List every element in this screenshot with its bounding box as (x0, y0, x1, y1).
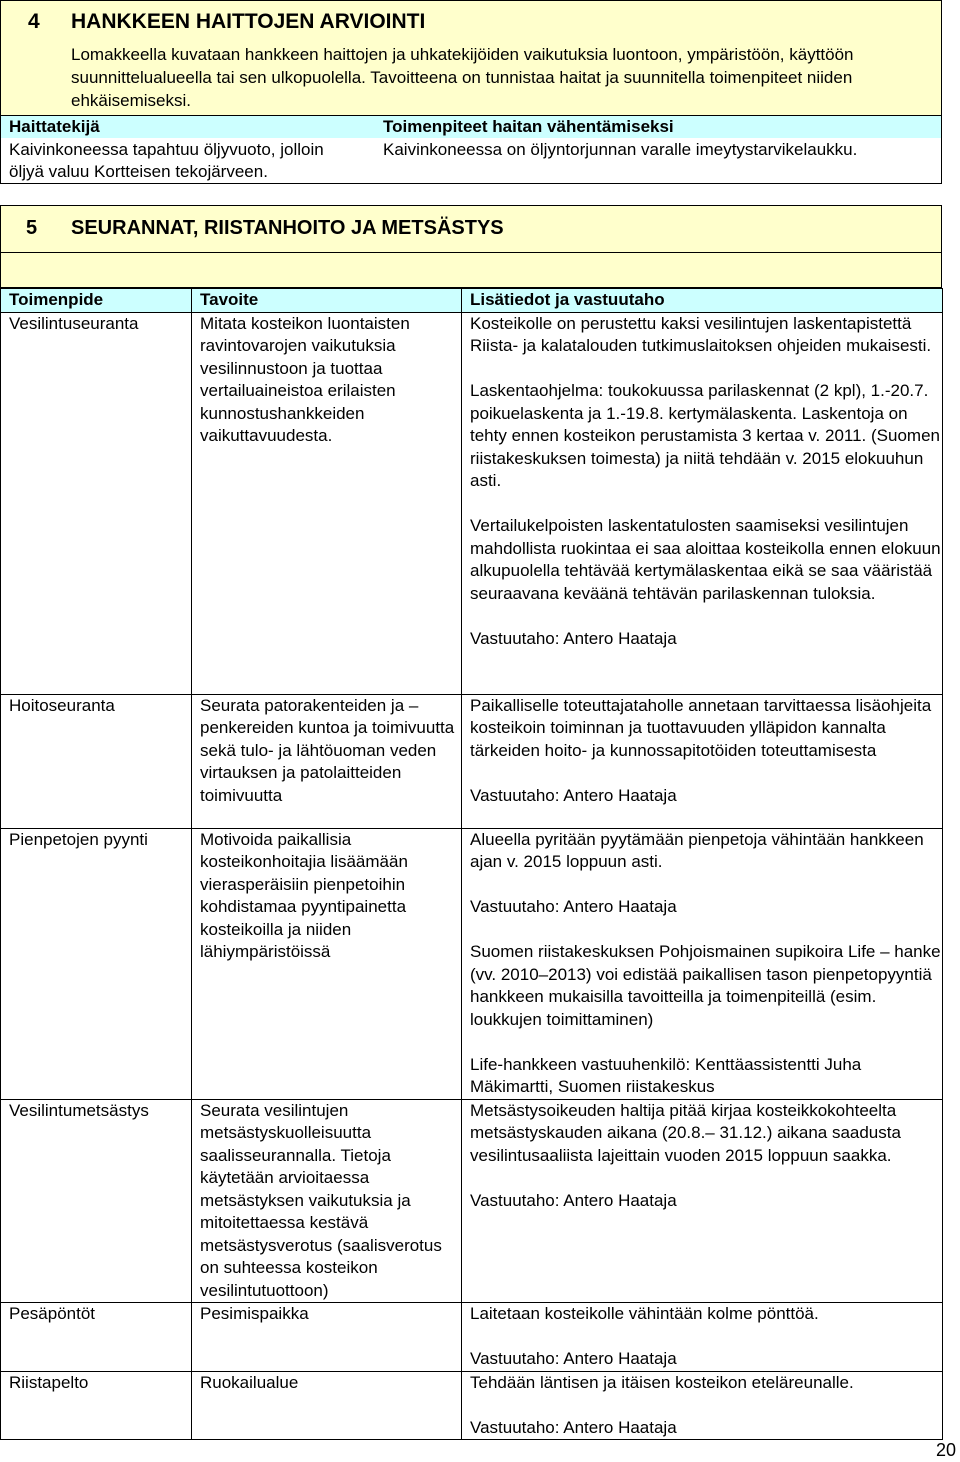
row-info (462, 1303, 943, 1372)
table-header-row (1, 289, 943, 313)
row-action: Pesäpöntöt (1, 1303, 192, 1372)
row-goal: Ruokailualue (192, 1371, 462, 1440)
row-info (462, 828, 943, 1099)
page-number: 20 (935, 1440, 956, 1460)
section-4-title: HANKKEEN HAITTOJEN ARVIOINTI (71, 10, 426, 33)
info-paragraph: Vertailukelpoisten laskentatulosten saamiseksi vesilintujen mahdollista ruokintaa ei saa aloittaa kosteikolla ennen elokuun alkupuolella tehtävää kertymälaskentaa eikä se saa vääristää seuraavana keväänä tehtävän parilaskennan tuloksia. (470, 516, 941, 603)
row-info (462, 312, 943, 694)
section-5-title: SEURANNAT, RIISTANHOITO JA METSÄSTYS (71, 217, 504, 239)
table-row (1, 828, 943, 1099)
header-action: Toimenpide (1, 289, 192, 313)
table-row (1, 694, 943, 828)
row-goal: Seurata patorakenteiden ja –penkereiden kuntoa ja toimivuutta sekä tulo- ja lähtöuoman veden virtauksen ja patolaitteiden toimivuutta (192, 694, 462, 828)
section-4-header (1, 1, 941, 47)
row-goal: Motivoida paikallisia kosteikonhoitajia lisäämään vierasperäisiin pienpetoihin kohdistamaa pyyntipainetta kosteikoilla ja niiden lähiympäristöissä (192, 828, 462, 1099)
row-info (462, 694, 943, 828)
responsible-party: Vastuutaho: Antero Haataja (470, 785, 677, 805)
row-action: Vesilintumetsästys (1, 1099, 192, 1303)
row-action: Vesilintuseuranta (1, 312, 192, 694)
measures-column-header: Toimenpiteet haitan vähentämiseksi (383, 117, 674, 136)
header-info: Lisätiedot ja vastuutaho (462, 289, 943, 313)
responsible-party: Vastuutaho: Antero Haataja (470, 1190, 677, 1210)
section-4-intro: Lomakkeella kuvataan hankkeen haittojen ja uhkatekijöiden vaikutuksia luontoon, ympäristöön, käyttöön suunnittelualueella tai sen ulkopuolella. Tavoitteena on tunnistaa haitat ja suunnitella toimenpiteet niiden ehkäisemiseksi. (71, 45, 854, 110)
responsible-party: Vastuutaho: Antero Haataja (470, 628, 677, 648)
row-goal: Pesimispaikka (192, 1303, 462, 1372)
hazard-table-header (1, 115, 941, 138)
info-paragraph: Paikalliselle toteuttajataholle annetaan tarvittaessa lisäohjeita kosteikoin toiminnan ja tuottavuuden ylläpidon kannalta tärkeiden hoito- ja kunnossapitotöiden toteuttamisesta (470, 695, 932, 760)
info-paragraph: Laskentaohjelma: toukokuussa parilaskennat (2 kpl), 1.-20.7. poikuelaskenta ja 1.-19.8. kertymälaskenta. Laskentoja on tehty ennen kosteikon perustamista 3 kertaa v. 2011. (Suomen riistakeskuksen toimesta) ja niitä tehdään v. 2015 elokuuhun asti. (470, 381, 940, 490)
row-info (462, 1371, 943, 1440)
responsible-party: Vastuutaho: Antero Haataja (470, 1417, 677, 1437)
section-5-band (0, 253, 942, 288)
row-info (462, 1099, 943, 1303)
section-4-box (0, 0, 942, 184)
row-action: Pienpetojen pyynti (1, 828, 192, 1099)
responsible-party: Vastuutaho: Antero Haataja (470, 897, 677, 916)
row-action: Riistapelto (1, 1371, 192, 1440)
info-paragraph: Suomen riistakeskuksen Pohjoismainen supikoira Life – hanke (vv. 2010–2013) voi edistää paikallisen tason pienpetopyyntiä hankkeen mukaisilla tavoitteilla ja toimenpiteillä (esim. loukkujen toimittaminen) (470, 942, 941, 1029)
header-goal: Tavoite (192, 289, 462, 313)
responsible-party: Vastuutaho: Antero Haataja (470, 1349, 677, 1368)
info-paragraph: Metsästysoikeuden haltija pitää kirjaa kosteikkokohteelta metsästyskauden aikana (20.8.– 31.12.) aikana saadusta vesilintusaaliista lajeittain vuoden 2015 loppuun saakka. (470, 1100, 901, 1165)
info-paragraph: Laitetaan kosteikolle vähintään kolme pönttöä. (470, 1304, 819, 1323)
row-action: Hoitoseuranta (1, 694, 192, 828)
info-paragraph: Life-hankkeen vastuuhenkilö: Kenttäassistentti Juha Mäkimartti, Suomen riistakeskus (470, 1054, 862, 1096)
row-goal: Mitata kosteikon luontaisten ravintovarojen vaikutuksia vesilinnustoon ja tuottaa vertailuaineistoa erilaisten kunnostushankkeiden vaikuttavuudesta. (192, 312, 462, 694)
section-5-number: 5 (26, 217, 38, 239)
info-paragraph: Tehdään läntisen ja itäisen kosteikon eteläreunalle. (470, 1372, 854, 1392)
monitoring-table (0, 288, 943, 1440)
info-paragraph: Alueella pyritään pyytämään pienpetoja vähintään hankkeen ajan v. 2015 loppuun asti. (470, 829, 924, 871)
row-goal: Seurata vesilintujen metsästyskuolleisuutta saalisseurannalla. Tietoja käytetään arvioitaessa metsästyksen vaikutuksia ja mitoitettaessa kestävä metsästysverotus (saalisverotus on suhteessa kosteikon vesilintutuottoon) (192, 1099, 462, 1303)
hazard-column-header: Haittatekijä (9, 117, 100, 136)
section-4-number: 4 (28, 10, 40, 33)
section-4-intro-area (1, 47, 941, 115)
table-row (1, 1303, 943, 1372)
measure-text: Kaivinkoneessa on öljyntorjunnan varalle imeytystarvikelaukku. (383, 140, 858, 159)
section-5-header (0, 205, 942, 253)
table-row (1, 1099, 943, 1303)
info-paragraph: Kosteikolle on perustettu kaksi vesilintujen laskentapistettä Riista- ja kalatalouden tutkimuslaitoksen ohjeiden mukaisesti. (470, 313, 932, 355)
table-row (1, 312, 943, 694)
table-row (1, 1371, 943, 1440)
hazard-text: Kaivinkoneessa tapahtuu öljyvuoto, jolloin öljyä valuu Kortteisen tekojärveen. (9, 140, 324, 181)
